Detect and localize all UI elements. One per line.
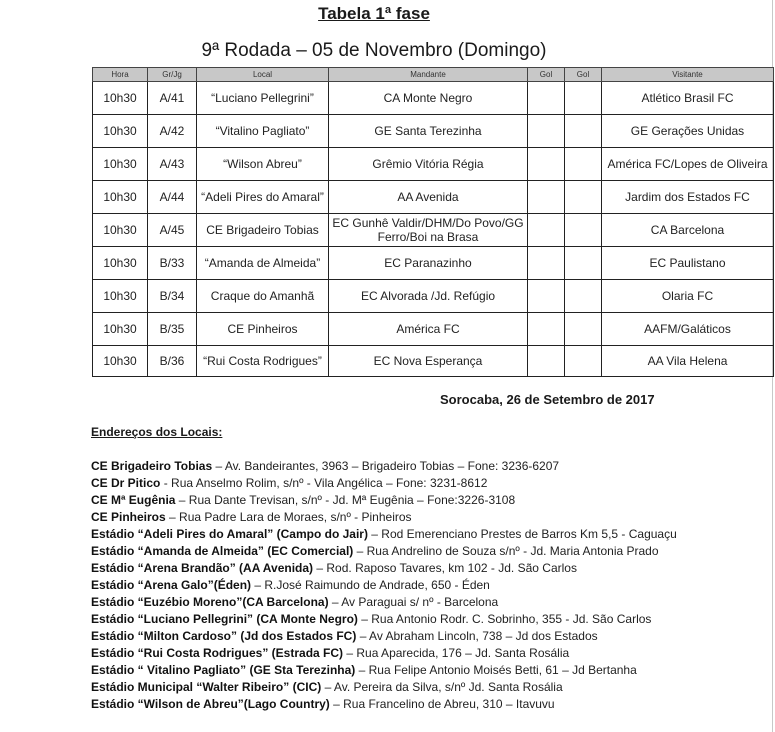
cell-visitante: Olaria FC xyxy=(602,280,774,313)
venue-address: – Av Paraguai s/ nº - Barcelona xyxy=(328,595,499,609)
cell-local: “Wilson Abreu” xyxy=(197,148,329,181)
document-title: Tabela 1ª fase xyxy=(318,4,430,23)
venue-address: – Rua Padre Lara de Moraes, s/nº - Pinheiros xyxy=(165,510,412,524)
table-row xyxy=(93,115,774,148)
venue-address: – Rua Antonio Rodr. C. Sobrinho, 355 - Jd. São Carlos xyxy=(357,612,652,626)
table-row xyxy=(93,247,774,280)
cell-mandante: Grêmio Vitória Régia xyxy=(329,148,528,181)
table-row xyxy=(93,313,774,346)
address-item xyxy=(91,509,771,526)
address-item xyxy=(91,679,771,696)
address-item xyxy=(91,645,771,662)
cell-mandante: GE Santa Terezinha xyxy=(329,115,528,148)
header-grjg: Gr/Jg xyxy=(148,68,197,82)
cell-gol-home xyxy=(528,181,565,214)
cell-visitante: CA Barcelona xyxy=(602,214,774,247)
venue-name: Estádio “Adeli Pires do Amaral” (Campo do Jair) xyxy=(91,527,368,541)
cell-gol-away xyxy=(565,148,602,181)
cell-hora: 10h30 xyxy=(93,346,148,377)
venue-address: – Rod Emerenciano Prestes de Barros Km 5,5 - Caguaçu xyxy=(367,527,677,541)
address-item xyxy=(91,662,771,679)
header-gol-home: Gol xyxy=(528,68,565,82)
cell-local: “Adeli Pires do Amaral” xyxy=(197,181,329,214)
cell-local: “Vitalino Pagliato” xyxy=(197,115,329,148)
addresses-list xyxy=(91,458,771,713)
cell-local: CE Pinheiros xyxy=(197,313,329,346)
cell-hora: 10h30 xyxy=(93,247,148,280)
cell-visitante: GE Gerações Unidas xyxy=(602,115,774,148)
venue-address: – Av. Pereira da Silva, s/nº Jd. Santa Rosália xyxy=(321,680,563,694)
cell-gol-home xyxy=(528,148,565,181)
cell-local: “Amanda de Almeida” xyxy=(197,247,329,280)
cell-gol-away xyxy=(565,115,602,148)
venue-name: Estádio “Rui Costa Rodrigues” (Estrada FC) xyxy=(91,646,344,660)
cell-hora: 10h30 xyxy=(93,115,148,148)
cell-hora: 10h30 xyxy=(93,280,148,313)
cell-gol-home xyxy=(528,346,565,377)
cell-local: “Rui Costa Rodrigues” xyxy=(197,346,329,377)
cell-local: “Luciano Pellegrini” xyxy=(197,82,329,115)
cell-mandante: CA Monte Negro xyxy=(329,82,528,115)
cell-gol-away xyxy=(565,313,602,346)
address-item xyxy=(91,577,771,594)
header-hora: Hora xyxy=(93,68,148,82)
header-gol-away: Gol xyxy=(565,68,602,82)
addresses-heading: Endereços dos Locais: xyxy=(91,425,223,439)
cell-gol-away xyxy=(565,247,602,280)
cell-grjg: A/43 xyxy=(148,148,197,181)
cell-mandante: EC Paranazinho xyxy=(329,247,528,280)
cell-mandante: EC Nova Esperança xyxy=(329,346,528,377)
cell-gol-home xyxy=(528,247,565,280)
venue-name: CE Pinheiros xyxy=(91,510,166,524)
cell-gol-home xyxy=(528,280,565,313)
address-item xyxy=(91,560,771,577)
table-header-row xyxy=(93,68,774,82)
cell-mandante: América FC xyxy=(329,313,528,346)
address-item xyxy=(91,526,771,543)
venue-name: Estádio “Milton Cardoso” (Jd dos Estados FC) xyxy=(91,629,357,643)
cell-grjg: A/42 xyxy=(148,115,197,148)
venue-address: – Rua Andrelino de Souza s/nº - Jd. Maria Antonia Prado xyxy=(353,544,659,558)
table-row xyxy=(93,346,774,377)
venue-name: Estádio “Arena Galo”(Éden) xyxy=(91,578,252,592)
address-item xyxy=(91,611,771,628)
cell-gol-home xyxy=(528,115,565,148)
cell-gol-away xyxy=(565,181,602,214)
address-item xyxy=(91,543,771,560)
venue-name: CE Brigadeiro Tobias xyxy=(91,459,213,473)
cell-local: Craque do Amanhã xyxy=(197,280,329,313)
header-visitante: Visitante xyxy=(602,68,774,82)
city-date: Sorocaba, 26 de Setembro de 2017 xyxy=(440,392,655,407)
address-item xyxy=(91,475,771,492)
cell-gol-away xyxy=(565,82,602,115)
cell-gol-home xyxy=(528,82,565,115)
table-row xyxy=(93,280,774,313)
venue-address: – Rua Felipe Antonio Moisés Betti, 61 – Jd Bertanha xyxy=(355,663,637,677)
cell-gol-away xyxy=(565,280,602,313)
cell-hora: 10h30 xyxy=(93,214,148,247)
venue-name: Estádio “Arena Brandão” (AA Avenida) xyxy=(91,561,314,575)
cell-local: CE Brigadeiro Tobias xyxy=(197,214,329,247)
venue-name: Estádio “Amanda de Almeida” (EC Comercial) xyxy=(91,544,354,558)
venue-address: – Av. Bandeirantes, 3963 – Brigadeiro Tobias – Fone: 3236-6207 xyxy=(212,459,560,473)
table-row xyxy=(93,148,774,181)
address-item xyxy=(91,458,771,475)
venue-name: Estádio “Euzébio Moreno”(CA Barcelona) xyxy=(91,595,329,609)
cell-visitante: AAFM/Galáticos xyxy=(602,313,774,346)
venue-name: Estádio “Luciano Pellegrini” (CA Monte Negro) xyxy=(91,612,358,626)
cell-visitante: Atlético Brasil FC xyxy=(602,82,774,115)
cell-hora: 10h30 xyxy=(93,313,148,346)
cell-visitante: EC Paulistano xyxy=(602,247,774,280)
venue-address: – Av Abraham Lincoln, 738 – Jd dos Estados xyxy=(356,629,598,643)
cell-visitante: América FC/Lopes de Oliveira xyxy=(602,148,774,181)
cell-hora: 10h30 xyxy=(93,181,148,214)
cell-visitante: AA Vila Helena xyxy=(602,346,774,377)
header-local: Local xyxy=(197,68,329,82)
cell-grjg: A/41 xyxy=(148,82,197,115)
address-item xyxy=(91,492,771,509)
cell-grjg: B/36 xyxy=(148,346,197,377)
cell-grjg: B/35 xyxy=(148,313,197,346)
cell-gol-away xyxy=(565,214,602,247)
cell-hora: 10h30 xyxy=(93,148,148,181)
cell-grjg: B/33 xyxy=(148,247,197,280)
venue-name: Estádio “Wilson de Abreu”(Lago Country) xyxy=(91,697,330,711)
cell-gol-home xyxy=(528,214,565,247)
venue-name: Estádio Municipal “Walter Ribeiro” (CIC) xyxy=(91,680,322,694)
address-item xyxy=(91,696,771,713)
venue-address: – R.José Raimundo de Andrade, 650 - Éden xyxy=(251,578,490,592)
table-row xyxy=(93,214,774,247)
cell-gol-home xyxy=(528,313,565,346)
venue-name: CE Dr Pitico xyxy=(91,476,161,490)
cell-grjg: A/44 xyxy=(148,181,197,214)
cell-mandante: EC Alvorada /Jd. Refúgio xyxy=(329,280,528,313)
cell-mandante: EC Gunhê Valdir/DHM/Do Povo/GG Ferro/Boi na Brasa xyxy=(329,214,528,247)
matches-table xyxy=(92,67,774,377)
round-subtitle: 9ª Rodada – 05 de Novembro (Domingo) xyxy=(201,40,547,61)
table-row xyxy=(93,82,774,115)
cell-grjg: B/34 xyxy=(148,280,197,313)
cell-grjg: A/45 xyxy=(148,214,197,247)
venue-name: CE Mª Eugênia xyxy=(91,493,176,507)
address-item xyxy=(91,628,771,645)
venue-address: – Rua Aparecida, 176 – Jd. Santa Rosália xyxy=(343,646,570,660)
venue-address: – Rua Dante Trevisan, s/nº - Jd. Mª Eugênia – Fone:3226-3108 xyxy=(175,493,516,507)
cell-gol-away xyxy=(565,346,602,377)
table-row xyxy=(93,181,774,214)
venue-address: – Rod. Raposo Tavares, km 102 - Jd. São Carlos xyxy=(313,561,577,575)
cell-mandante: AA Avenida xyxy=(329,181,528,214)
cell-hora: 10h30 xyxy=(93,82,148,115)
header-mandante: Mandante xyxy=(329,68,528,82)
address-item xyxy=(91,594,771,611)
venue-address: – Rua Francelino de Abreu, 310 – Itavuvu xyxy=(329,697,555,711)
cell-visitante: Jardim dos Estados FC xyxy=(602,181,774,214)
venue-name: Estádio “ Vitalino Pagliato” (GE Sta Terezinha) xyxy=(91,663,356,677)
venue-address: - Rua Anselmo Rolim, s/nº - Vila Angélica – Fone: 3231-8612 xyxy=(160,476,488,490)
